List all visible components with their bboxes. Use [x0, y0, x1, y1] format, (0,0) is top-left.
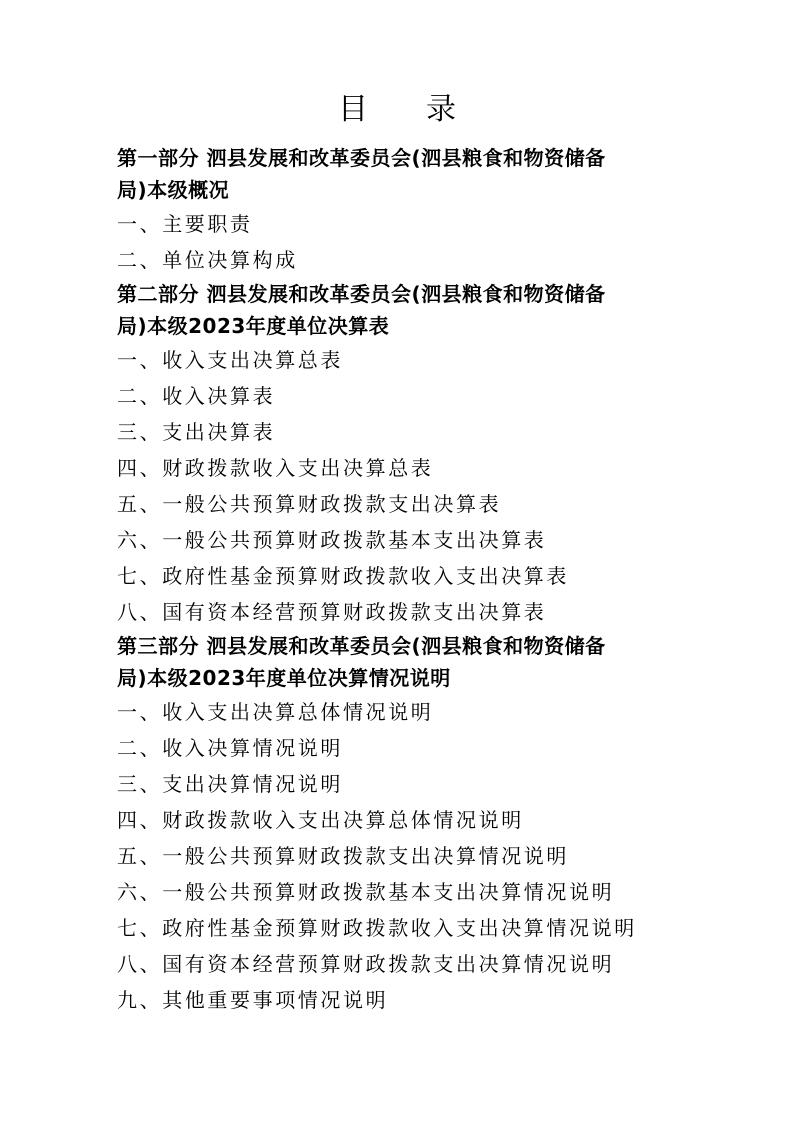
title-char-2: 录: [426, 92, 456, 127]
toc-item: 八、国有资本经营预算财政拨款支出决算表: [117, 600, 547, 624]
toc-item: 九、其他重要事项情况说明: [117, 988, 389, 1012]
toc-item: 一、收入支出决算总表: [117, 348, 343, 372]
toc-item: 六、一般公共预算财政拨款基本支出决算表: [117, 528, 547, 552]
toc-item: 二、收入决算表: [117, 384, 276, 408]
table-of-contents: [117, 142, 677, 1018]
toc-item: 二、单位决算构成: [117, 248, 298, 272]
toc-item: 三、支出决算表: [117, 420, 276, 444]
toc-item: 六、一般公共预算财政拨款基本支出决算情况说明: [117, 880, 615, 904]
title-char-1: 目: [338, 92, 368, 127]
toc-item: 四、财政拨款收入支出决算总表: [117, 456, 434, 480]
toc-item: 七、政府性基金预算财政拨款收入支出决算表: [117, 564, 569, 588]
section-heading-1: 第一部分 泗县发展和改革委员会(泗县粮食和物资储备 局)本级概况: [117, 146, 606, 202]
toc-item: 一、主要职责: [117, 212, 253, 236]
toc-item: 三、支出决算情况说明: [117, 772, 343, 796]
toc-item: 四、财政拨款收入支出决算总体情况说明: [117, 808, 524, 832]
toc-item: 七、政府性基金预算财政拨款收入支出决算情况说明: [117, 916, 637, 940]
toc-item: 五、一般公共预算财政拨款支出决算情况说明: [117, 844, 569, 868]
section-heading-3: 第三部分 泗县发展和改革委员会(泗县粮食和物资储备 局)本级2023年度单位决算情况说明: [117, 634, 606, 690]
page-title: [0, 88, 794, 132]
toc-item: 八、国有资本经营预算财政拨款支出决算情况说明: [117, 952, 615, 976]
toc-item: 一、收入支出决算总体情况说明: [117, 700, 434, 724]
section-heading-2: 第二部分 泗县发展和改革委员会(泗县粮食和物资储备 局)本级2023年度单位决算表: [117, 282, 606, 338]
toc-item: 五、一般公共预算财政拨款支出决算表: [117, 492, 502, 516]
toc-item: 二、收入决算情况说明: [117, 736, 343, 760]
